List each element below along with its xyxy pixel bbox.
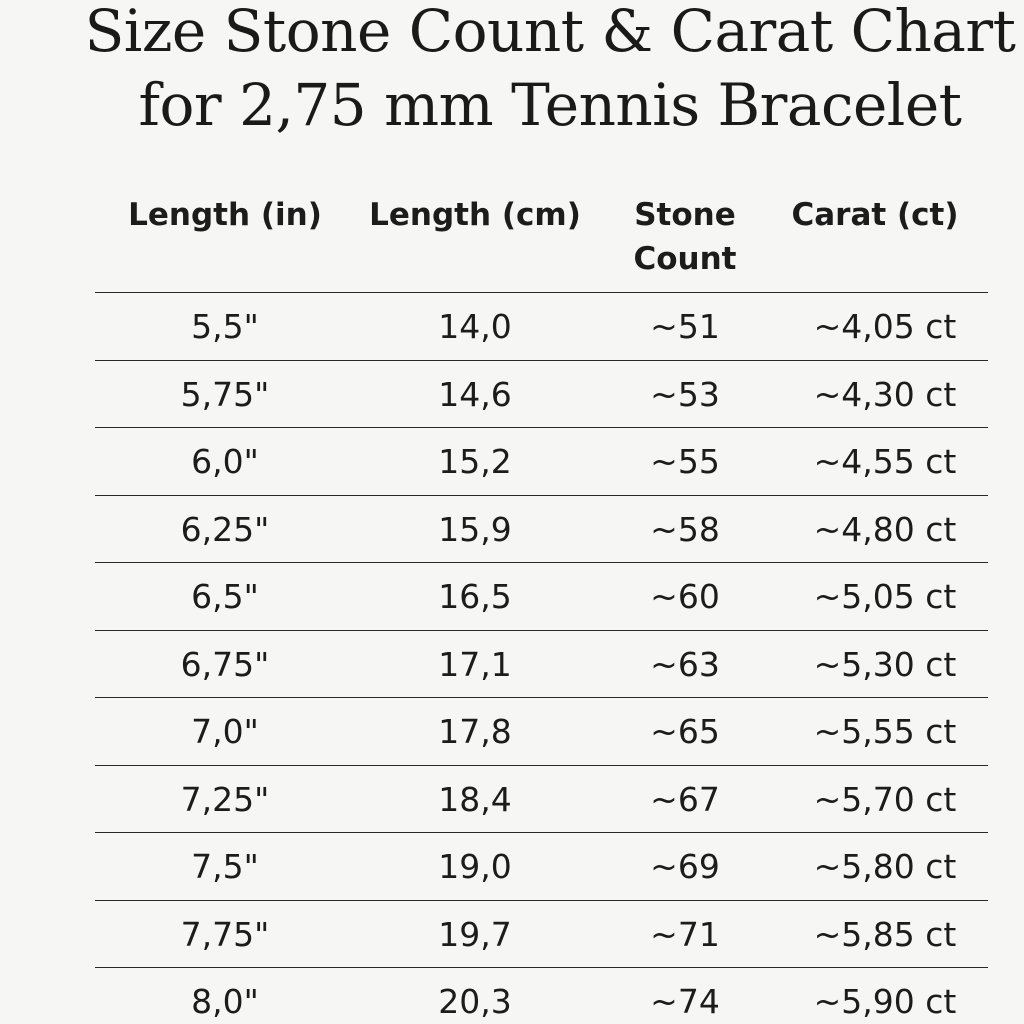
cell-stone-count: ~60: [650, 577, 720, 616]
table-row: [95, 766, 988, 834]
table-row: [95, 968, 988, 1024]
cell-length-in: 6,75": [180, 644, 270, 684]
table-header: [95, 185, 988, 293]
table-row: [95, 496, 988, 564]
cell-length-cm: 19,0: [438, 847, 512, 886]
table-row: [95, 901, 988, 969]
cell-length-cm: 17,8: [438, 712, 512, 751]
cell-stone-count: ~55: [650, 442, 720, 481]
cell-length-in: 7,5": [191, 847, 259, 886]
cell-stone-count: ~53: [650, 374, 720, 414]
cell-carat: ~4,05 ct: [813, 307, 957, 346]
cell-stone-count: ~63: [650, 644, 720, 684]
table-body: [95, 293, 988, 1024]
cell-stone-count: ~67: [650, 779, 720, 819]
cell-stone-count: ~71: [650, 914, 720, 954]
cell-length-cm: 14,6: [438, 374, 512, 414]
header-length-cm: Length (cm): [369, 197, 581, 233]
cell-stone-count: ~58: [650, 509, 720, 549]
cell-length-cm: 18,4: [438, 779, 512, 819]
cell-length-cm: 14,0: [438, 307, 512, 346]
cell-length-in: 7,25": [180, 779, 270, 819]
header-length-in: Length (in): [128, 197, 322, 233]
table-row: [95, 293, 988, 361]
cell-length-cm: 20,3: [438, 982, 512, 1021]
cell-length-in: 7,75": [180, 914, 270, 954]
cell-stone-count: ~51: [650, 307, 720, 346]
header-stone-count: Stone Count: [633, 197, 737, 277]
cell-stone-count: ~74: [650, 982, 720, 1021]
cell-carat: ~5,30 ct: [813, 644, 957, 684]
cell-length-in: 6,25": [180, 509, 270, 549]
cell-length-cm: 19,7: [438, 914, 512, 954]
cell-carat: ~5,70 ct: [813, 779, 957, 819]
cell-length-cm: 16,5: [438, 577, 512, 616]
cell-length-cm: 15,2: [438, 442, 512, 481]
size-chart-table: [95, 185, 988, 1024]
cell-length-in: 8,0": [191, 982, 259, 1021]
cell-length-in: 7,0": [191, 712, 259, 751]
cell-carat: ~5,05 ct: [813, 577, 957, 616]
cell-carat: ~5,55 ct: [813, 712, 957, 751]
cell-carat: ~4,55 ct: [813, 442, 957, 481]
cell-length-in: 6,5": [191, 577, 259, 616]
cell-length-in: 5,5": [191, 307, 259, 346]
cell-length-in: 5,75": [180, 374, 270, 414]
table-row: [95, 361, 988, 429]
cell-stone-count: ~69: [650, 847, 720, 886]
table-row: [95, 833, 988, 901]
cell-length-in: 6,0": [191, 442, 259, 481]
table-row: [95, 698, 988, 766]
cell-length-cm: 15,9: [438, 509, 512, 549]
header-carat: Carat (ct): [791, 197, 959, 233]
table-row: [95, 631, 988, 699]
cell-carat: ~5,90 ct: [813, 982, 957, 1021]
cell-length-cm: 17,1: [438, 644, 512, 684]
cell-carat: ~4,80 ct: [813, 509, 957, 549]
title-line-2: for 2,75 mm Tennis Bracelet: [138, 71, 962, 139]
cell-stone-count: ~65: [650, 712, 720, 751]
table-row: [95, 428, 988, 496]
cell-carat: ~5,85 ct: [813, 914, 957, 954]
cell-carat: ~5,80 ct: [813, 847, 957, 886]
cell-carat: ~4,30 ct: [813, 374, 957, 414]
title-line-1: Size Stone Count & Carat Chart: [84, 0, 1016, 65]
table-row: [95, 563, 988, 631]
